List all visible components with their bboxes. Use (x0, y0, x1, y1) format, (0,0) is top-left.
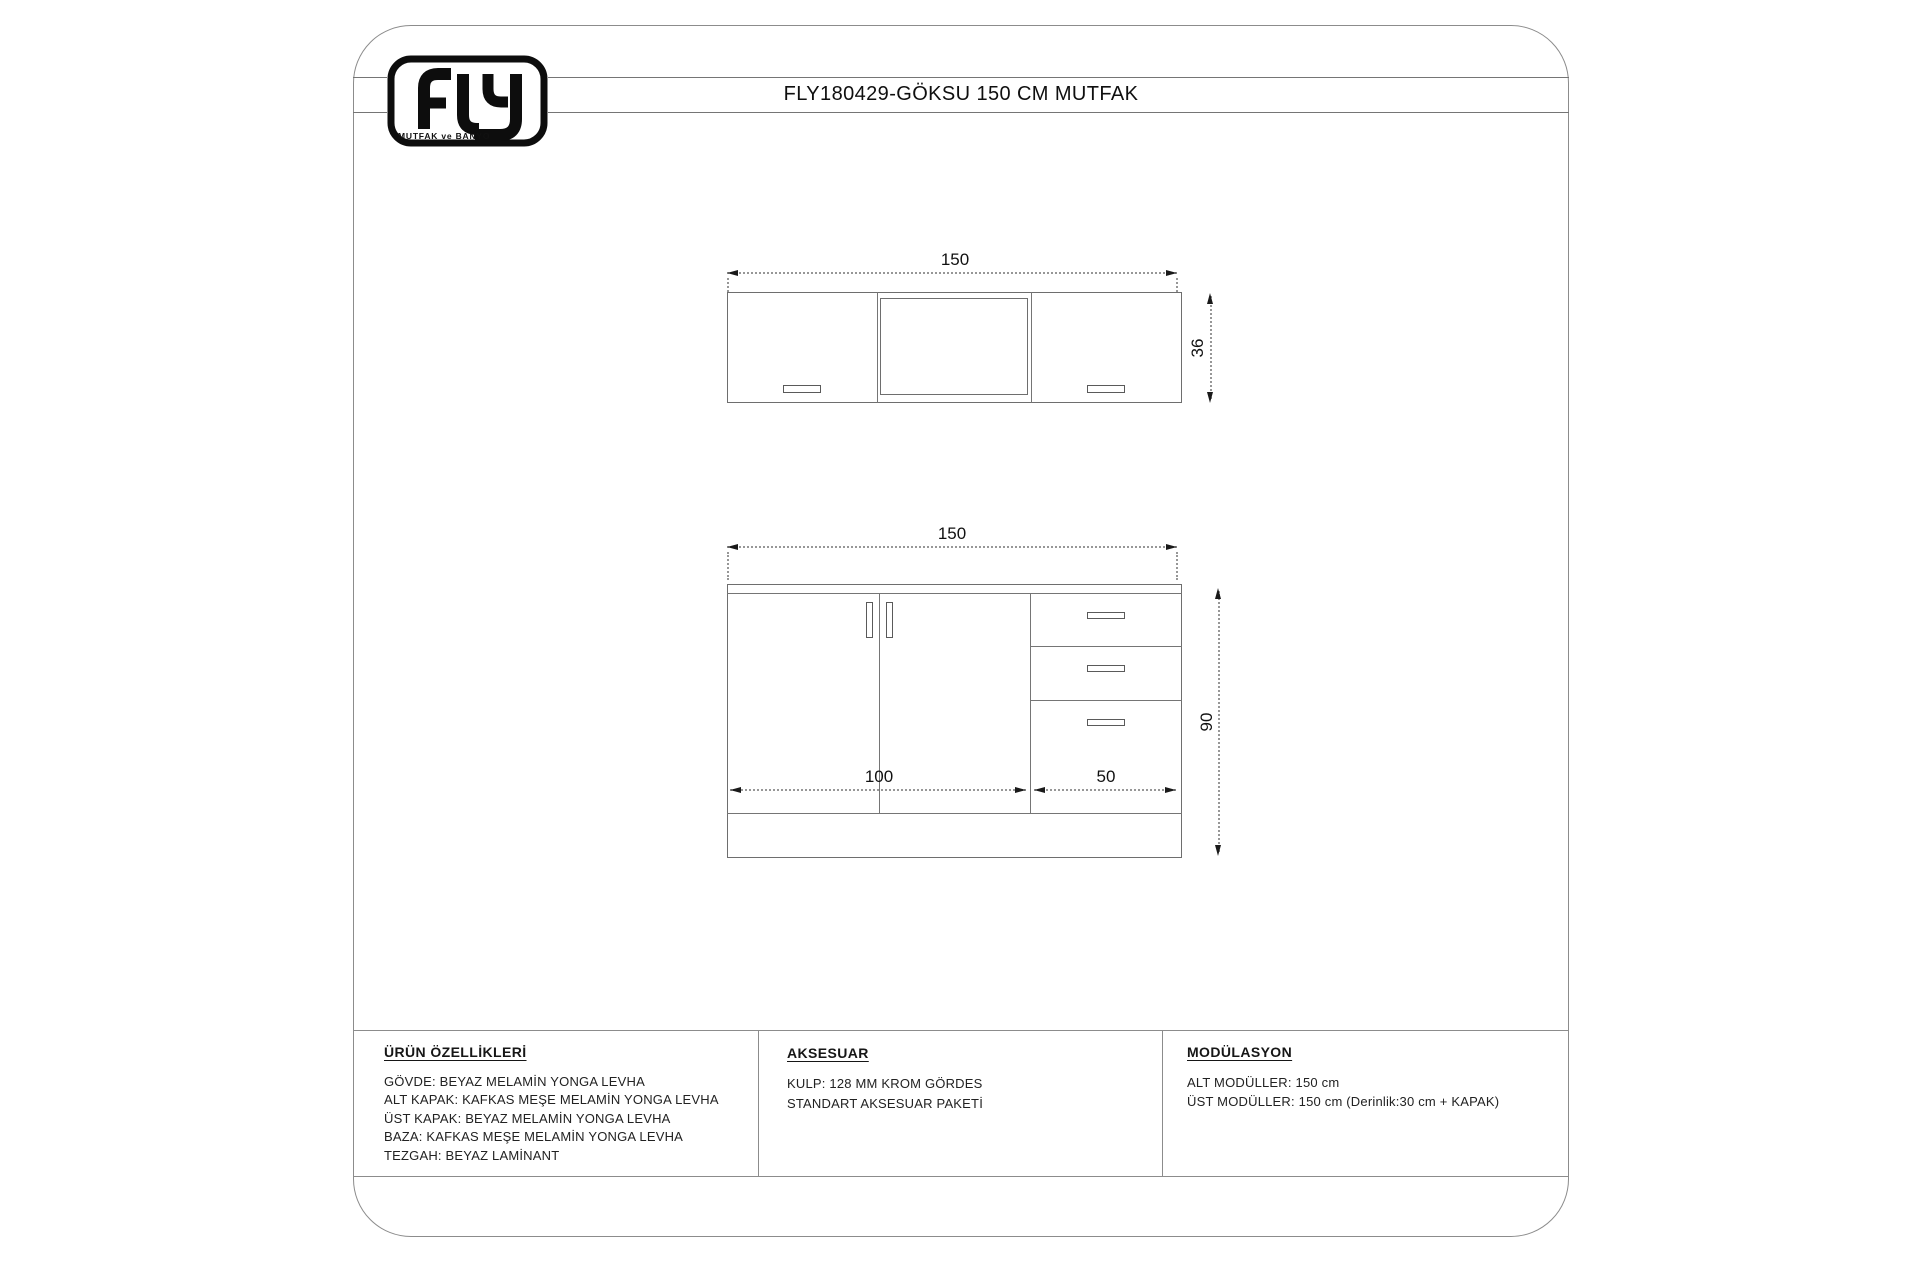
dim-arrow-down (1215, 845, 1221, 856)
lower-height-dim-label: 90 (1197, 712, 1216, 732)
dim-arrow-left (727, 544, 738, 550)
upper-right-door-handle (1087, 385, 1125, 393)
drawer-handle-3 (1087, 719, 1125, 726)
accessories-heading: AKSESUAR (787, 1045, 869, 1061)
modulation-heading: MODÜLASYON (1187, 1044, 1293, 1060)
spec-line: ALT MODÜLLER: 150 cm (1187, 1075, 1340, 1090)
dim-arrow-up (1215, 588, 1221, 599)
drawer-section-dim-label: 50 (1096, 767, 1116, 786)
dim-arrow-down (1207, 392, 1213, 403)
spec-line: KULP: 128 MM KROM GÖRDES (787, 1076, 983, 1091)
product-features-heading: ÜRÜN ÖZELLİKLERİ (384, 1044, 527, 1060)
info-table-divider-2 (1162, 1030, 1163, 1176)
drawer-handle-2 (1087, 665, 1125, 672)
upper-height-dim-label: 36 (1188, 338, 1207, 358)
spec-line: ÜST MODÜLLER: 150 cm (Derinlik:30 cm + KAPAK) (1187, 1094, 1500, 1109)
logo-tagline: MUTFAK ve BANYO (398, 131, 491, 141)
drawer-section-dim-line (1034, 789, 1176, 791)
door-section-dim-line (730, 789, 1026, 791)
dim-arrow-up (1207, 293, 1213, 304)
lower-ext-line-left (727, 552, 729, 580)
product-features-column (384, 1043, 746, 1165)
upper-width-dim-label: 150 (940, 250, 970, 269)
spec-line: GÖVDE: BEYAZ MELAMİN YONGA LEVHA (384, 1073, 645, 1089)
dim-arrow-right (1166, 270, 1177, 276)
spec-line: ALT KAPAK: KAFKAS MEŞE MELAMİN YONGA LEVHA (384, 1092, 719, 1107)
drawer-divider-2 (1030, 700, 1182, 701)
dim-arrow-left (1034, 787, 1045, 793)
modulation-column (1187, 1043, 1557, 1111)
countertop-line (727, 593, 1182, 594)
lower-left-door-handle (866, 602, 873, 638)
upper-height-dim-line (1210, 296, 1212, 399)
fly-logo (387, 55, 548, 147)
upper-ext-line-left (727, 278, 729, 292)
upper-middle-left-divider (877, 292, 878, 403)
info-table-divider-1 (758, 1030, 759, 1176)
spec-line: STANDART AKSESUAR PAKETİ (787, 1096, 984, 1111)
upper-middle-right-divider (1031, 292, 1032, 403)
accessories-column (787, 1043, 1127, 1114)
upper-width-dim-line (727, 272, 1177, 274)
spec-line: BAZA: KAFKAS MEŞE MELAMİN YONGA LEVHA (384, 1129, 684, 1144)
lower-section-divider (1030, 593, 1031, 813)
dim-arrow-right (1166, 544, 1177, 550)
dim-arrow-right (1015, 787, 1026, 793)
dim-arrow-right (1165, 787, 1176, 793)
upper-left-door-handle (783, 385, 821, 393)
page-title: FLY180429-GÖKSU 150 CM MUTFAK (783, 83, 1139, 105)
upper-middle-panel (880, 298, 1028, 395)
upper-ext-line-right (1176, 278, 1178, 292)
lower-right-door-handle (886, 602, 893, 638)
lower-width-dim-line (727, 546, 1177, 548)
info-table-bottom-line (353, 1176, 1569, 1177)
plinth-line (727, 813, 1182, 814)
drawer-handle-1 (1087, 612, 1125, 619)
dim-arrow-left (727, 270, 738, 276)
door-section-dim-label: 100 (864, 767, 894, 786)
spec-line: ÜST KAPAK: BEYAZ MELAMİN YONGA LEVHA (384, 1110, 671, 1126)
info-table-top-line (353, 1030, 1569, 1031)
drawer-divider-1 (1030, 646, 1182, 647)
dim-arrow-left (730, 787, 741, 793)
spec-line: TEZGAH: BEYAZ LAMİNANT (384, 1147, 560, 1163)
lower-width-dim-label: 150 (937, 524, 967, 543)
lower-ext-line-right (1176, 552, 1178, 580)
